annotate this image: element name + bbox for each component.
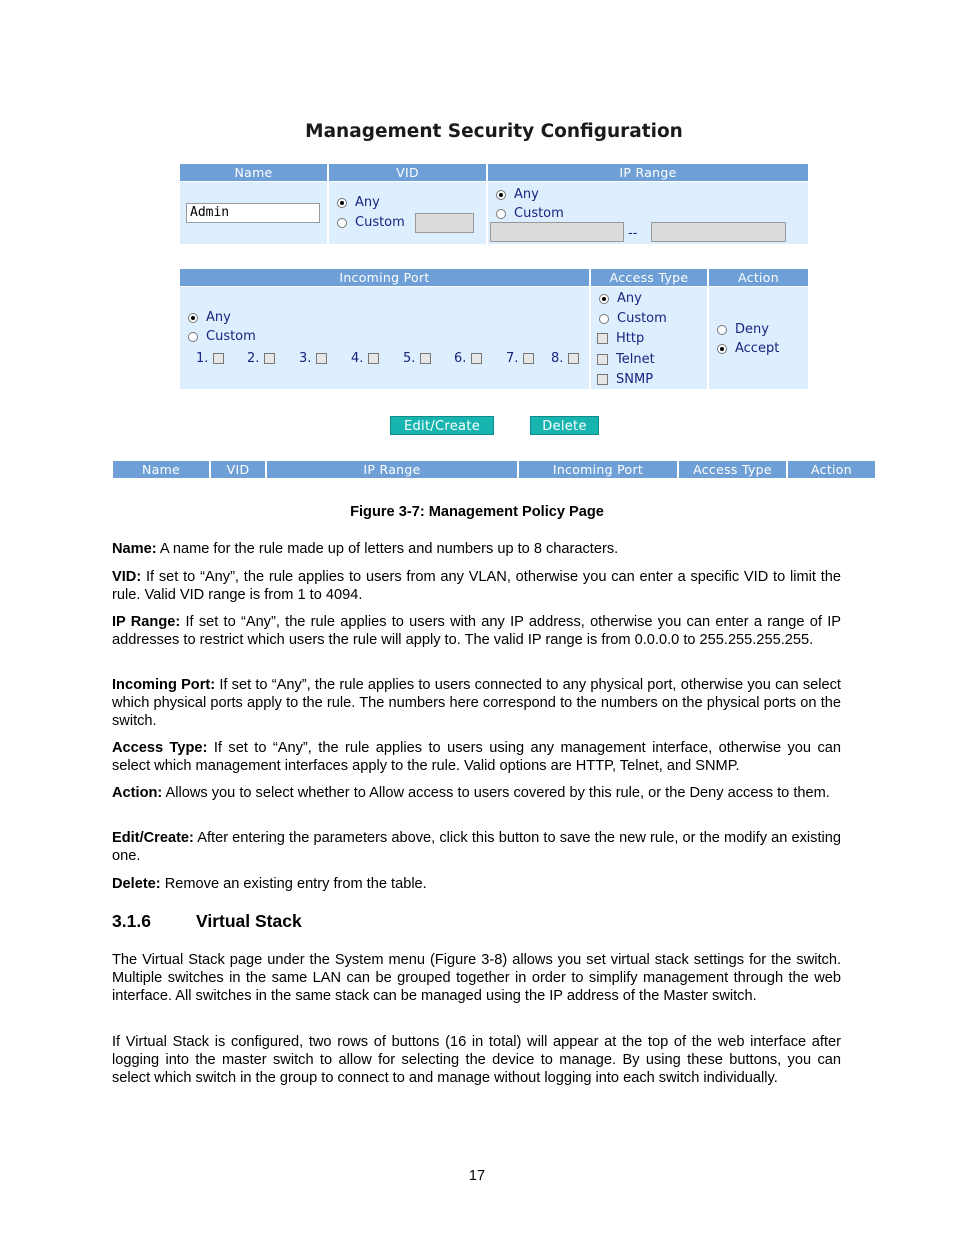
vid-any-label: Any xyxy=(355,195,380,210)
header-incoming-port: Incoming Port xyxy=(180,269,589,286)
port-label: 1. xyxy=(196,351,209,366)
port-label: 3. xyxy=(299,351,312,366)
access-snmp-option[interactable] xyxy=(597,370,653,390)
definition-term: Access Type: xyxy=(112,740,208,756)
vid-any-radio[interactable] xyxy=(337,198,347,208)
definition-term: VID: xyxy=(112,569,142,585)
access-http-checkbox[interactable] xyxy=(597,333,608,344)
port-item[interactable] xyxy=(506,349,534,369)
page-number: 17 xyxy=(468,1168,486,1184)
access-snmp-checkbox[interactable] xyxy=(597,374,608,385)
vid-custom-option[interactable] xyxy=(337,213,405,233)
port-label: 2. xyxy=(247,351,260,366)
ip-custom-radio[interactable] xyxy=(496,209,506,219)
port-item[interactable] xyxy=(351,349,379,369)
header-vid: VID xyxy=(329,164,486,181)
incoming-port-cell xyxy=(180,287,589,389)
edit-create-button[interactable]: Edit/Create xyxy=(390,416,494,435)
list-header-vid: VID xyxy=(211,461,265,478)
ip-custom-label: Custom xyxy=(514,206,564,221)
port-any-option[interactable] xyxy=(188,308,231,328)
access-custom-radio[interactable] xyxy=(599,314,609,324)
vid-custom-radio[interactable] xyxy=(337,218,347,228)
section-number: 3.1.6 xyxy=(112,911,151,931)
access-telnet-option[interactable] xyxy=(597,350,655,370)
ip-end-input[interactable] xyxy=(651,222,786,242)
definition-text: A name for the rule made up of letters and numbers up to 8 characters. xyxy=(156,541,619,557)
definition-text: If set to “Any”, the rule applies to users connected to any physical port, otherwise you can select which physical ports apply to the rule. The numbers here correspond to the numbers on the physical ports on the switch. xyxy=(112,677,841,729)
port-item[interactable] xyxy=(299,349,327,369)
port-checkbox[interactable] xyxy=(316,353,327,364)
screenshot-title: Management Security Configuration xyxy=(305,121,683,142)
header-name: Name xyxy=(180,164,327,181)
access-http-label: Http xyxy=(616,331,645,346)
list-header-access-type: Access Type xyxy=(679,461,786,478)
port-label: 4. xyxy=(351,351,364,366)
port-label: 6. xyxy=(454,351,467,366)
vid-custom-input[interactable] xyxy=(415,213,474,233)
port-custom-radio[interactable] xyxy=(188,332,198,342)
port-item[interactable] xyxy=(454,349,482,369)
definition-text: If set to “Any”, the rule applies to users from any VLAN, otherwise you can enter a specific VID to limit the rule. Valid VID range is from 1 to 4094. xyxy=(112,569,841,603)
definition-term: Name: xyxy=(112,541,157,557)
port-label: 7. xyxy=(506,351,519,366)
action-accept-option[interactable] xyxy=(717,339,779,359)
name-input[interactable]: Admin xyxy=(186,203,320,223)
list-header-action: Action xyxy=(788,461,875,478)
paragraph: If Virtual Stack is configured, two rows of buttons (16 in total) will appear at the top of the web interface after logging into the master switch to allow for selecting the device to manage. By using these buttons, you can select which switch in the group to connect to and manage without logging into each switch individually. xyxy=(112,1034,841,1086)
ip-start-input[interactable] xyxy=(490,222,624,242)
figure-caption: Figure 3-7: Management Policy Page xyxy=(350,504,604,520)
port-checkbox[interactable] xyxy=(471,353,482,364)
access-any-option[interactable] xyxy=(599,289,642,309)
header-ip-range: IP Range xyxy=(488,164,808,181)
ip-any-label: Any xyxy=(514,187,539,202)
access-type-cell xyxy=(591,287,707,389)
list-header-incoming-port: Incoming Port xyxy=(519,461,677,478)
action-deny-radio[interactable] xyxy=(717,325,727,335)
definition-delete xyxy=(112,875,841,893)
port-custom-label: Custom xyxy=(206,329,256,344)
header-action: Action xyxy=(709,269,808,286)
port-item[interactable] xyxy=(551,349,579,369)
vid-cell xyxy=(329,182,486,244)
action-cell xyxy=(709,287,808,389)
port-item[interactable] xyxy=(403,349,431,369)
header-access-type: Access Type xyxy=(591,269,707,286)
list-header-ip-range: IP Range xyxy=(267,461,517,478)
port-checkbox[interactable] xyxy=(368,353,379,364)
port-checkbox[interactable] xyxy=(523,353,534,364)
definition-term: Action: xyxy=(112,785,163,801)
definition-ip-range xyxy=(112,613,841,649)
port-checkbox[interactable] xyxy=(420,353,431,364)
action-accept-label: Accept xyxy=(735,341,780,356)
access-telnet-checkbox[interactable] xyxy=(597,354,608,365)
definition-name xyxy=(112,540,841,558)
access-telnet-label: Telnet xyxy=(616,352,655,367)
port-checkbox[interactable] xyxy=(213,353,224,364)
definition-vid xyxy=(112,568,841,604)
access-custom-option[interactable] xyxy=(599,309,667,329)
ip-any-option[interactable] xyxy=(496,185,539,205)
definition-incoming-port xyxy=(112,676,841,730)
vid-custom-label: Custom xyxy=(355,215,405,230)
access-http-option[interactable] xyxy=(597,329,644,349)
paragraph: The Virtual Stack page under the System menu (Figure 3-8) allows you set virtual stack settings for the switch. Multiple switches in the same LAN can be grouped together in order to simplify management through the web interface. All switches in the same stack can be managed using the IP address of the Master switch. xyxy=(112,952,841,1004)
port-checkbox[interactable] xyxy=(568,353,579,364)
port-label: 5. xyxy=(403,351,416,366)
section-heading xyxy=(112,911,302,932)
port-custom-option[interactable] xyxy=(188,327,256,347)
definition-text: If set to “Any”, the rule applies to users with any IP address, otherwise you can enter a range of IP addresses to restrict which users the rule will apply to. The valid IP range is from 0.0.0.0 to 255.255.255.255. xyxy=(112,614,841,648)
definition-edit-create xyxy=(112,829,841,865)
delete-button[interactable]: Delete xyxy=(530,416,599,435)
port-any-radio[interactable] xyxy=(188,313,198,323)
definition-term: Edit/Create: xyxy=(112,830,194,846)
port-any-label: Any xyxy=(206,310,231,325)
definition-text: After entering the parameters above, click this button to save the new rule, or the modify an existing one. xyxy=(112,830,841,864)
list-header-name: Name xyxy=(113,461,209,478)
port-checkbox[interactable] xyxy=(264,353,275,364)
ip-range-cell xyxy=(488,182,808,244)
section-title: Virtual Stack xyxy=(196,911,302,931)
access-any-label: Any xyxy=(617,291,642,306)
definition-action xyxy=(112,784,841,802)
definition-term: IP Range: xyxy=(112,614,181,630)
port-item[interactable] xyxy=(247,349,275,369)
vid-any-option[interactable] xyxy=(337,193,380,213)
ip-separator: -- xyxy=(628,226,638,241)
definition-text: If set to “Any”, the rule applies to users using any management interface, otherwise you can select which management interfaces apply to the rule. Valid options are HTTP, Telnet, and SNMP. xyxy=(112,740,841,774)
port-label: 8. xyxy=(551,351,564,366)
ip-any-radio[interactable] xyxy=(496,190,506,200)
definition-text: Remove an existing entry from the table. xyxy=(160,876,427,892)
definition-term: Incoming Port: xyxy=(112,677,216,693)
name-cell xyxy=(180,182,327,244)
ip-custom-option[interactable] xyxy=(496,204,564,224)
action-accept-radio[interactable] xyxy=(717,344,727,354)
action-deny-option[interactable] xyxy=(717,320,769,340)
action-deny-label: Deny xyxy=(735,322,769,337)
definition-text: Allows you to select whether to Allow access to users covered by this rule, or the Deny access to them. xyxy=(162,785,830,801)
definition-term: Delete: xyxy=(112,876,161,892)
access-snmp-label: SNMP xyxy=(616,372,654,387)
port-item[interactable] xyxy=(196,349,224,369)
access-custom-label: Custom xyxy=(617,311,667,326)
definition-access-type xyxy=(112,739,841,775)
access-any-radio[interactable] xyxy=(599,294,609,304)
